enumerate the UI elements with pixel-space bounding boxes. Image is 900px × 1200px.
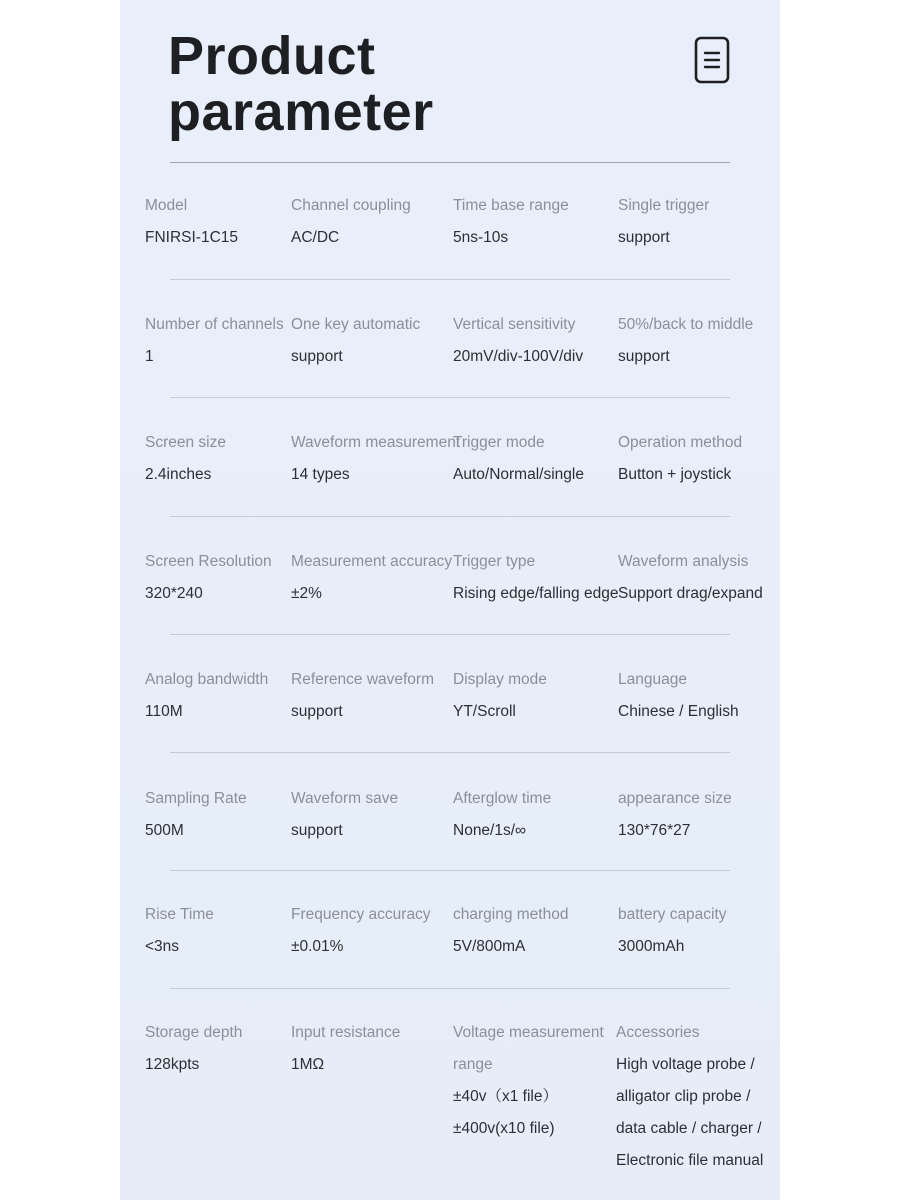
spec-item: [618, 905, 727, 957]
spec-item: [291, 315, 420, 367]
spec-item: [291, 905, 431, 957]
spec-value: Rising edge/falling edge: [453, 585, 619, 602]
spec-item: [618, 315, 753, 367]
spec-label: appearance size: [618, 790, 732, 807]
spec-item: [291, 433, 460, 485]
spec-label: Rise Time: [145, 906, 214, 923]
row-divider: [170, 870, 730, 871]
spec-item: [453, 552, 618, 604]
spec-value: support: [291, 703, 343, 720]
spec-value: 128kpts: [145, 1056, 200, 1073]
spec-value: 500M: [145, 822, 184, 839]
spec-value: support: [291, 348, 343, 365]
spec-label: Screen Resolution: [145, 553, 272, 570]
spec-item: [618, 552, 763, 604]
spec-item: [291, 196, 411, 248]
spec-label: Waveform measurement: [291, 434, 461, 451]
spec-value: Electronic file manual: [616, 1152, 764, 1169]
spec-item: [618, 789, 732, 841]
spec-label: Storage depth: [145, 1024, 243, 1041]
row-divider: [170, 752, 730, 753]
row-divider: [170, 988, 730, 989]
spec-label: Time base range: [453, 197, 569, 214]
spec-label: Waveform analysis: [618, 553, 749, 570]
spec-item: [145, 1023, 242, 1075]
spec-label: Display mode: [453, 671, 547, 688]
spec-value: 5V/800mA: [453, 938, 526, 955]
spec-label: Single trigger: [618, 197, 710, 214]
spec-item: [291, 670, 434, 722]
spec-label: Number of channels: [145, 316, 284, 333]
spec-value: ±2%: [291, 585, 322, 602]
spec-value: 14 types: [291, 466, 350, 483]
spec-label: Model: [145, 197, 188, 214]
spec-label: Voltage measurement: [453, 1024, 604, 1041]
spec-value: 3000mAh: [618, 938, 685, 955]
spec-value: 1MΩ: [291, 1056, 325, 1073]
spec-value: Support drag/expand: [618, 585, 763, 602]
spec-label: Waveform save: [291, 790, 399, 807]
page-title: [168, 28, 434, 140]
spec-label: Analog bandwidth: [145, 671, 269, 688]
spec-item: [453, 789, 551, 841]
spec-value: AC/DC: [291, 229, 340, 246]
spec-item: [145, 905, 214, 957]
spec-item: [291, 1023, 400, 1075]
spec-label: 50%/back to middle: [618, 316, 754, 333]
spec-item: [145, 789, 247, 841]
document-icon: [694, 36, 730, 84]
spec-item: [145, 315, 284, 367]
spec-label: Operation method: [618, 434, 743, 451]
spec-label: battery capacity: [618, 906, 727, 923]
spec-value: support: [291, 822, 343, 839]
spec-value: 2.4inches: [145, 466, 212, 483]
row-divider: [170, 397, 730, 398]
spec-label: Input resistance: [291, 1024, 401, 1041]
spec-item: [453, 1023, 604, 1139]
spec-label: Sampling Rate: [145, 790, 247, 807]
spec-label: charging method: [453, 906, 569, 923]
spec-value: 5ns-10s: [453, 229, 509, 246]
title-line-1: Product: [168, 26, 376, 86]
spec-item: [453, 905, 568, 957]
spec-value: support: [618, 229, 670, 246]
spec-value: ±0.01%: [291, 938, 344, 955]
spec-item: [618, 433, 742, 485]
spec-value: Button + joystick: [618, 466, 732, 483]
spec-value: FNIRSI-1C15: [145, 229, 239, 246]
spec-item: [616, 1023, 763, 1171]
spec-label: range: [453, 1056, 493, 1073]
spec-value: ±400v(x10 file): [453, 1120, 555, 1137]
spec-item: [291, 789, 398, 841]
title-line-2: parameter: [168, 82, 434, 142]
spec-label: Channel coupling: [291, 197, 411, 214]
title-divider: [170, 162, 730, 163]
spec-item: [145, 196, 238, 248]
spec-value: 1: [145, 348, 154, 365]
row-divider: [170, 279, 730, 280]
spec-value: ±40v（x1 file）: [453, 1088, 558, 1105]
spec-value: data cable / charger /: [616, 1120, 762, 1137]
spec-value: 20mV/div-100V/div: [453, 348, 584, 365]
spec-item: [291, 552, 452, 604]
spec-label: Afterglow time: [453, 790, 552, 807]
spec-value: High voltage probe /: [616, 1056, 755, 1073]
spec-value: <3ns: [145, 938, 180, 955]
spec-label: Measurement accuracy: [291, 553, 453, 570]
spec-value: YT/Scroll: [453, 703, 516, 720]
spec-label: Trigger mode: [453, 434, 545, 451]
spec-item: [453, 433, 584, 485]
spec-item: [145, 670, 268, 722]
spec-item: [618, 670, 739, 722]
spec-label: Language: [618, 671, 687, 688]
spec-value: None/1s/∞: [453, 822, 527, 839]
spec-label: Frequency accuracy: [291, 906, 431, 923]
spec-value: 130*76*27: [618, 822, 691, 839]
row-divider: [170, 516, 730, 517]
spec-item: [145, 552, 272, 604]
spec-item: [618, 196, 709, 248]
spec-label: Reference waveform: [291, 671, 435, 688]
spec-label: One key automatic: [291, 316, 421, 333]
spec-value: support: [618, 348, 670, 365]
spec-value: Auto/Normal/single: [453, 466, 584, 483]
spec-label: Accessories: [616, 1024, 700, 1041]
spec-item: [453, 315, 583, 367]
spec-item: [145, 433, 226, 485]
spec-value: 110M: [145, 703, 183, 720]
spec-label: Screen size: [145, 434, 226, 451]
spec-value: Chinese / English: [618, 703, 739, 720]
spec-item: [453, 670, 547, 722]
spec-label: Vertical sensitivity: [453, 316, 576, 333]
spec-value: 320*240: [145, 585, 203, 602]
spec-item: [453, 196, 569, 248]
row-divider: [170, 634, 730, 635]
spec-value: alligator clip probe /: [616, 1088, 751, 1105]
spec-label: Trigger type: [453, 553, 536, 570]
